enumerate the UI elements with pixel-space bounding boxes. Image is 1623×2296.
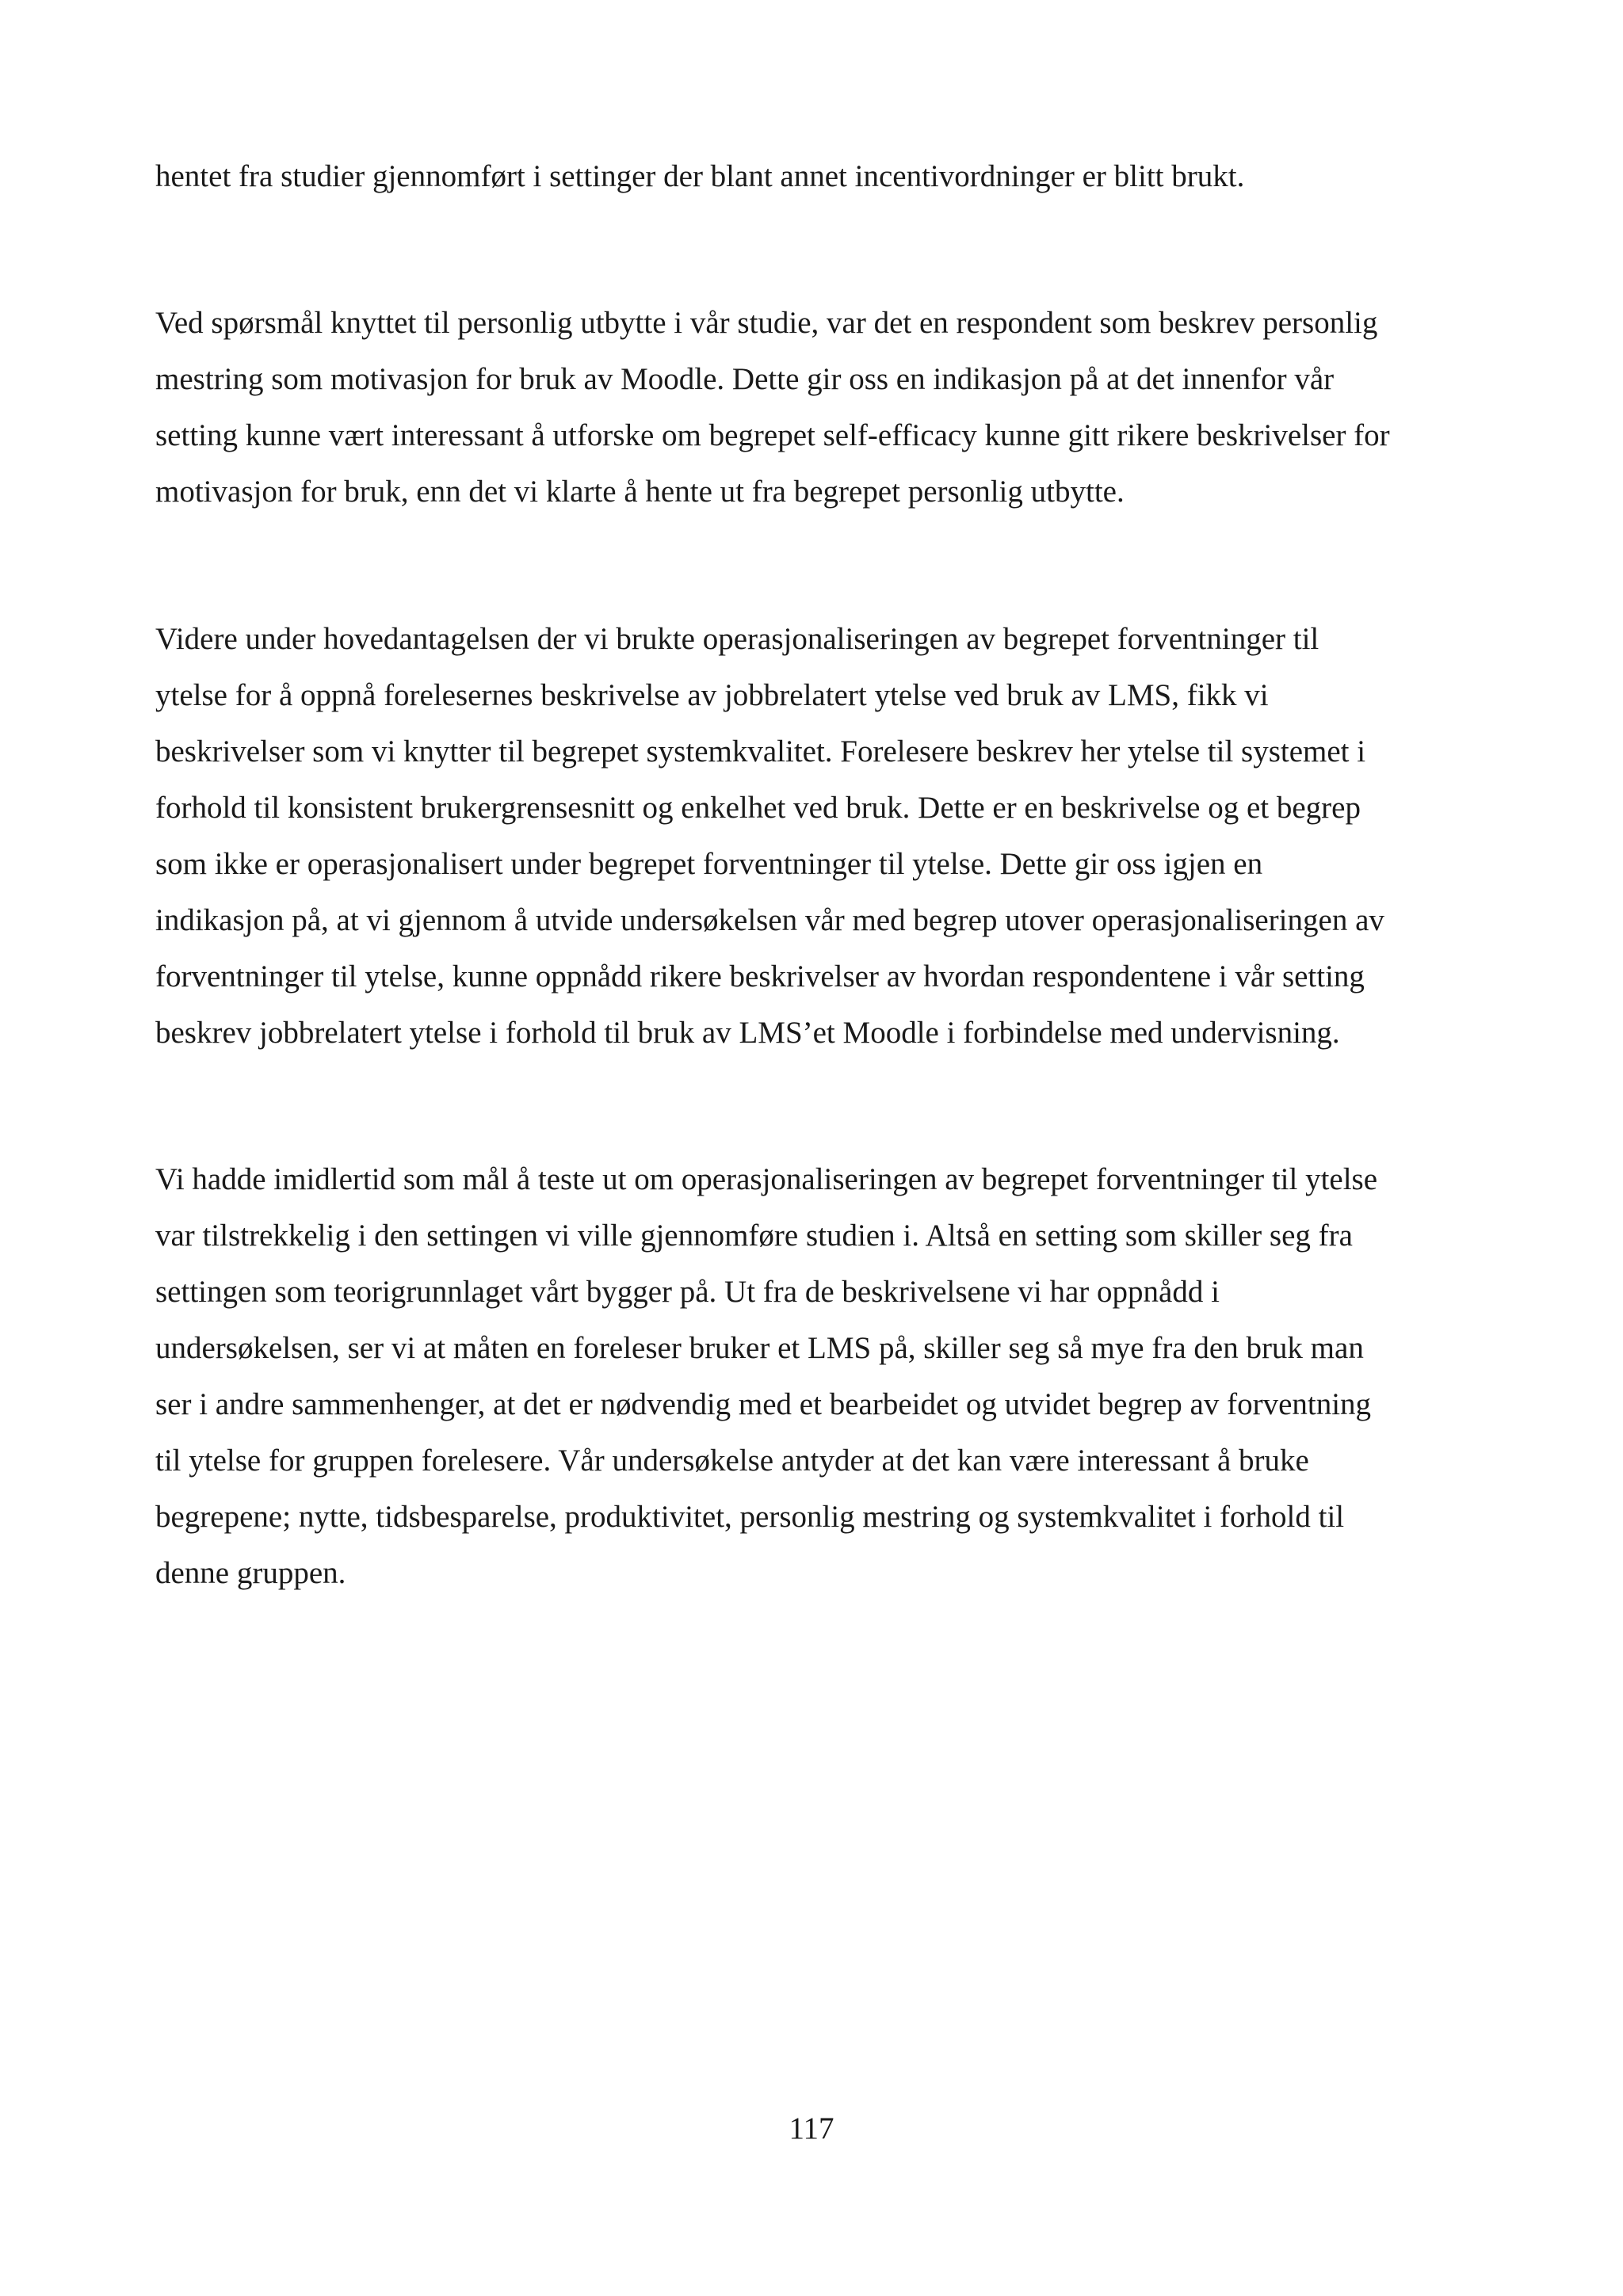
text-line: Videre under hovedantagelsen der vi brukte operasjonaliseringen av begrepet forventninger til <box>155 622 1319 656</box>
text-line: ytelse for å oppnå forelesernes beskrivelse av jobbrelatert ytelse ved bruk av LMS, fikk vi <box>155 678 1269 712</box>
text-line: forhold til konsistent brukergrensesnitt og enkelhet ved bruk. Dette er en beskrivelse og et begrep <box>155 791 1361 825</box>
text-line: beskrev jobbrelatert ytelse i forhold til bruk av LMS’et Moodle i forbindelse med undervisning. <box>155 1016 1340 1050</box>
text-line: settingen som teorigrunnlaget vårt bygger på. Ut fra de beskrivelsene vi har oppnådd i <box>155 1275 1220 1309</box>
text-line: forventninger til ytelse, kunne oppnådd rikere beskrivelser av hvordan respondentene i vår setting <box>155 959 1365 994</box>
text-line: begrepene; nytte, tidsbesparelse, produktivitet, personlig mestring og systemkvalitet i forhold til <box>155 1500 1345 1534</box>
page-number: 117 <box>789 2111 834 2145</box>
text-line: som ikke er operasjonalisert under begrepet forventninger til ytelse. Dette gir oss igjen en <box>155 847 1263 881</box>
text-line: setting kunne vært interessant å utforske om begrepet self-efficacy kunne gitt rikere beskrivelser for <box>155 418 1390 452</box>
paragraph-1 <box>155 148 1487 204</box>
paragraph-4 <box>155 1151 1487 1601</box>
text-line: til ytelse for gruppen forelesere. Vår undersøkelse antyder at det kan være interessant å bruke <box>155 1444 1309 1478</box>
text-line: hentet fra studier gjennomført i settinger der blant annet incentivordninger er blitt brukt. <box>155 159 1245 193</box>
text-line: mestring som motivasjon for bruk av Moodle. Dette gir oss en indikasjon på at det innenfor vår <box>155 362 1335 396</box>
text-line: Ved spørsmål knyttet til personlig utbytte i vår studie, var det en respondent som beskrev personlig <box>155 306 1378 340</box>
text-line: var tilstrekkelig i den settingen vi ville gjennomføre studien i. Altså en setting som skiller seg fra <box>155 1219 1353 1253</box>
paragraph-2 <box>155 295 1487 520</box>
text-line: indikasjon på, at vi gjennom å utvide undersøkelsen vår med begrep utover operasjonaliseringen av <box>155 903 1384 937</box>
text-line: undersøkelsen, ser vi at måten en foreleser bruker et LMS på, skiller seg så mye fra den bruk man <box>155 1331 1364 1365</box>
text-line: motivasjon for bruk, enn det vi klarte å hente ut fra begrepet personlig utbytte. <box>155 475 1125 509</box>
paragraph-3 <box>155 611 1487 1061</box>
text-line: ser i andre sammenhenger, at det er nødvendig med et bearbeidet og utvidet begrep av forventning <box>155 1387 1372 1421</box>
text-line: denne gruppen. <box>155 1556 346 1590</box>
text-line: Vi hadde imidlertid som mål å teste ut om operasjonaliseringen av begrepet forventninger til ytelse <box>155 1162 1378 1196</box>
text-line: beskrivelser som vi knytter til begrepet systemkvalitet. Forelesere beskrev her ytelse til systemet i <box>155 734 1366 769</box>
